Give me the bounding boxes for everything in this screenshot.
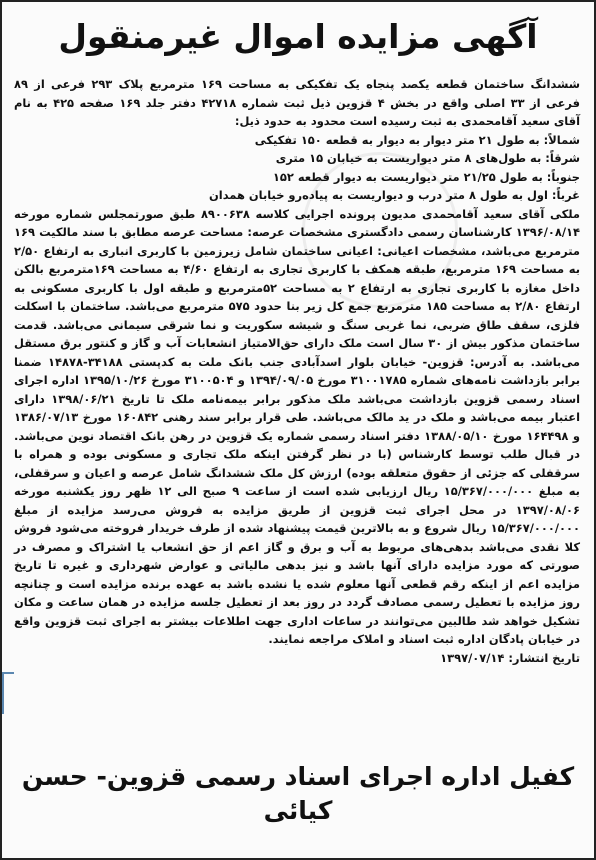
boundary-north: شمالاً: به طول ۲۱ متر دیوار به دیوار به قطعه ۱۵۰ تفکیکی [254,132,580,147]
publication-date: تاریخ انتشار: ۱۳۹۷/۰۷/۱۴ [440,650,580,665]
notice-body [14,75,580,667]
boundary-south: جنوباً: به طول ۲۱/۲۵ متر دیواریست به دیوار قطعه ۱۵۲ [272,169,580,184]
signature-line: کفیل اداره اجرای اسناد رسمی قزوین- حسن کیائی [21,762,575,825]
notice-title: آگهی مزایده اموال غیرمنقول [58,17,538,56]
property-description: ششدانگ ساختمان قطعه یکصد پنجاه یک تفکیکی به مساحت ۱۶۹ مترمربع پلاک ۲۹۳ فرعی از ۸۹ فرعی از ۳۳ اصلی واقع در بخش ۴ قزوین ذیل ثبت شماره ۴۲۷۱۸ دفتر جلد ۱۶۹ صفحه ۴۲۵ به نام آقای سعید آقامحمدی به ثبت رسیده است محدود به حدود ذیل: [14,77,580,128]
boundary-west: غرباً: اول به طول ۸ متر درب و دیواریست به پیاده‌رو خیابان همدان [209,188,580,202]
boundary-east: شرقاً: به طول‌های ۸ متر دیواریست به خیابان ۱۵ متری [275,151,580,165]
auction-details: ملکی آقای سعید آقامحمدی مدیون پرونده اجرایی کلاسه ۸۹۰۰۶۳۸ طبق صورتمجلس شماره مورخه ۱۳۹۶/۰۸/۱۴ کارشناسان رسمی دادگستری مشخصات عرصه: مساحت عرصه مطابق با سند مالکیت ۱۶۹ مترمربع می‌باشد، مشخصات اعیانی: اعیانی ساختمان شامل زیرزمین با کاربری انباری به ارتفاع ۲/۵۰ به مساحت ۱۶۹ مترمربع، طبقه همکف با کاربری تجاری به ارتفاع ۴/۶۰ به مساحت ۱۶۹مترمربع بالکن داخل مغازه با کاربری تجاری به ارتفاع ۲ به مساحت ۵۲مترمربع و طبقه اول با کاربری مسکونی به ارتفاع ۲/۸۰ به مساحت ۱۸۵ مترمربع جمع کل زیر بنا حدود ۵۷۵ مترمربع می‌باشد. ساختمان با اسکلت فلزی، سقف طاق ضربی، نما غربی سنگ و شیشه سکوریت و نما شرقی سیمانی می‌باشد. قدمت ساختمان مذکور بیش از ۳۰ سال است ملک دارای حق‌الامتیاز انشعابات آب و گاز و کنتور برق مستقل می‌باشد. به آدرس: قزوین- خیابان بلوار اسدآبادی جنب بانک ملت به کدپستی ۳۴۱۸۸-۱۴۸۷۸ ضمنا برابر بازداشت نامه‌های شماره ۳۱۰۰۱۷۸۵ مورخ ۱۳۹۴/۰۹/۰۵ و ۳۱۰۰۵۰۴ مورخ ۱۳۹۵/۱۰/۲۶ اداره اجرای اسناد رسمی قزوین بازداشت می‌باشد ملک مذکور برابر بیمه‌نامه ملک تا تاریخ ۱۳۹۸/۰۶/۲۱ دارای اعتبار بیمه می‌باشد و ملک در ید مالک می‌باشد. طی قرار برابر سند رهنی ۱۶۰۸۴۲ مورخ ۱۳۸۶/۰۷/۱۳ و ۱۶۴۴۹۸ مورخ ۱۳۸۸/۰۵/۱۰ دفتر اسناد رسمی شماره یک قزوین در رهن بانک اقتصاد نوین می‌باشد. در قبال طلب توسط کارشناس (با در نظر گرفتن اینکه ملک تجاری و مسکونی بوده و همراه با سرقفلی که جزئی از حقوق متعلقه بوده) ارزش کل ملک ششدانگ شامل عرصه و اعیان و سرقفلی، به مبلغ ۱۵/۳۶۷/۰۰۰/۰۰۰ ریال ارزیابی شده است از ساعت ۹ صبح الی ۱۲ ظهر روز یکشنبه مورخه ۱۳۹۷/۰۸/۰۶ در محل اجرای ثبت قزوین از طریق مزایده به فروش می‌رسد مزایده از مبلغ ۱۵/۳۶۷/۰۰۰/۰۰۰ ریال شروع و به بالاترین قیمت پیشنهاد شده از طرف خریدار فروخته می‌شود فروش کلا نقدی می‌باشد بدهی‌های مربوط به آب و برق و گاز اعم از حق انشعاب یا اشتراک و مصرف در صورتی که مورد مزایده دارای آنها باشد و نیز بدهی مالیاتی و عوارض شهرداری و غیره تا تاریخ مزایده اعم از اینکه رقم قطعی آنها معلوم شده یا نشده باشد به عهده برنده مزایده است و چنانچه روز مزایده با تعطیل رسمی مصادف گردد در روز بعد از تعطیل جلسه مزایده در همان ساعت و مکان تشکیل خواهد شد طالبین می‌توانند در ساعات اداری جهت اطلاعات بیشتر به اجرای ثبت قزوین واقع در خیابان پادگان اداره ثبت اسناد و املاک مراجعه نمایند. [14,206,581,646]
edge-mark [2,672,14,714]
